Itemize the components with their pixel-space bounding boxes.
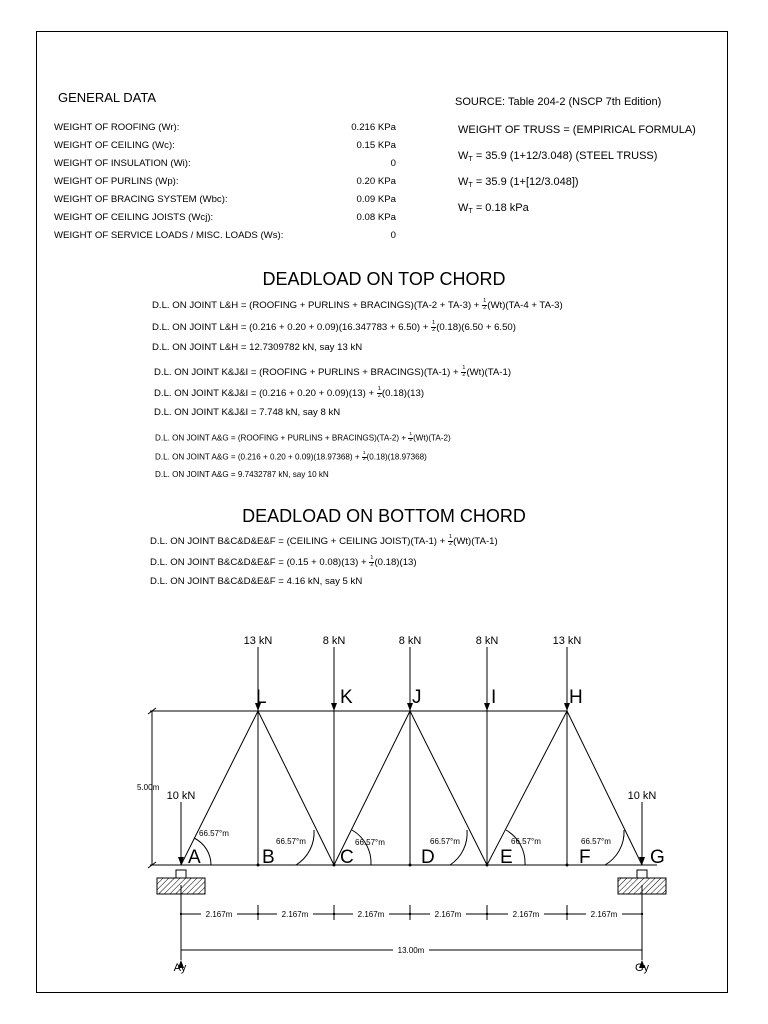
angle-label: 66.57°m bbox=[276, 837, 306, 846]
eq-text: (0.18)(13) bbox=[374, 556, 417, 568]
frac-den: 2 bbox=[432, 326, 436, 333]
frac-num: 1 bbox=[448, 534, 453, 540]
equation-line: D.L. ON JOINT K&J&I = 7.748 kN, say 8 kN bbox=[154, 407, 341, 418]
angle-label: 66.57°m bbox=[430, 837, 460, 846]
truss-symbol-sub: T bbox=[468, 181, 473, 189]
reaction-label: Gy bbox=[634, 962, 650, 974]
load-label: 8 kN bbox=[475, 635, 499, 647]
load-label: 8 kN bbox=[398, 635, 422, 647]
angle-label: 66.57°m bbox=[581, 837, 611, 846]
eq-text: D.L. ON JOINT A&G = (ROOFING + PURLINS + BRACINGS)(TA-2) + bbox=[155, 433, 409, 443]
truss-symbol: W bbox=[458, 202, 469, 214]
eq-text: (0.18)(18.97368) bbox=[366, 452, 427, 462]
truss-symbol-sub: T bbox=[468, 155, 473, 163]
eq-text: D.L. ON JOINT B&C&D&E&F = (0.15 + 0.08)(13) + bbox=[150, 556, 370, 568]
equation-line: D.L. ON JOINT B&C&D&E&F = 4.16 kN, say 5 kN bbox=[150, 576, 363, 587]
top-chord-heading: DEADLOAD ON TOP CHORD bbox=[262, 269, 506, 289]
row-value: 0 bbox=[390, 230, 396, 241]
load-label: 13 kN bbox=[243, 635, 273, 647]
truss-formula-text: = 35.9 (1+[12/3.048]) bbox=[472, 176, 579, 188]
panel-length: 2.167m bbox=[281, 910, 309, 919]
eq-text: (Wt)(TA-1) bbox=[453, 535, 498, 547]
joint-label: L bbox=[256, 687, 267, 708]
angle-label: 66.57°m bbox=[199, 829, 229, 838]
joint-label: E bbox=[500, 847, 513, 868]
eq-text: D.L. ON JOINT K&J&I = (0.216 + 0.20 + 0.09)(13) + bbox=[154, 387, 377, 399]
truss-symbol: W bbox=[458, 176, 469, 188]
joint-label: F bbox=[579, 847, 591, 868]
row-label: WEIGHT OF BRACING SYSTEM (Wbc): bbox=[54, 194, 228, 205]
panel-length: 2.167m bbox=[512, 910, 540, 919]
frac-num: 1 bbox=[432, 320, 436, 326]
row-label: WEIGHT OF PURLINS (Wp): bbox=[54, 176, 179, 187]
truss-symbol-sub: T bbox=[468, 207, 473, 215]
eq-text: (Wt)(TA-4 + TA-3) bbox=[487, 299, 563, 311]
eq-text: D.L. ON JOINT L&H = (ROOFING + PURLINS + BRACINGS)(TA-2 + TA-3) + bbox=[152, 299, 483, 311]
eq-text: D.L. ON JOINT A&G = (0.216 + 0.20 + 0.09)(18.97368) + bbox=[155, 452, 362, 462]
load-arrow bbox=[484, 703, 490, 711]
joint-label: I bbox=[491, 687, 497, 708]
frac-den: 2 bbox=[483, 304, 487, 311]
joint-label: J bbox=[412, 687, 422, 708]
joint-label: B bbox=[262, 847, 275, 868]
row-value: 0.216 KPa bbox=[351, 122, 396, 133]
panel-length: 2.167m bbox=[357, 910, 385, 919]
frac-den: 2 bbox=[370, 561, 374, 568]
joint-label: A bbox=[188, 847, 201, 868]
row-label: WEIGHT OF CEILING JOISTS (Wcj): bbox=[54, 212, 214, 223]
row-value: 0.09 KPa bbox=[356, 194, 396, 205]
eq-text: (0.18)(6.50 + 6.50) bbox=[436, 321, 516, 333]
frac-num: 1 bbox=[462, 365, 466, 371]
frac-num: 1 bbox=[409, 432, 413, 437]
height-label: 5.00m bbox=[137, 783, 160, 792]
eq-text: D.L. ON JOINT B&C&D&E&F = (CEILING + CEILING JOIST)(TA-1) + bbox=[150, 535, 448, 547]
frac-den: 2 bbox=[448, 540, 453, 547]
panel-length: 2.167m bbox=[205, 910, 233, 919]
load-label: 13 kN bbox=[552, 635, 582, 647]
eq-text: D.L. ON JOINT K&J&I = (ROOFING + PURLINS + BRACINGS)(TA-1) + bbox=[154, 366, 462, 378]
general-data-title: GENERAL DATA bbox=[58, 90, 157, 105]
joint-label: K bbox=[340, 687, 353, 708]
row-value: 0 bbox=[390, 158, 396, 169]
load-label: 8 kN bbox=[322, 635, 346, 647]
frac-den: 2 bbox=[409, 437, 413, 443]
frac-den: 2 bbox=[377, 392, 381, 399]
panel-length: 2.167m bbox=[590, 910, 618, 919]
load-label: 10 kN bbox=[627, 790, 657, 802]
eq-text: (0.18)(13) bbox=[381, 387, 425, 399]
row-value: 0.15 KPa bbox=[356, 140, 396, 151]
eq-text: (Wt)(TA-2) bbox=[413, 433, 451, 443]
frac-num: 1 bbox=[370, 555, 374, 561]
frac-num: 1 bbox=[362, 451, 366, 456]
angle-label: 66.57°m bbox=[355, 838, 385, 847]
row-label: WEIGHT OF CEILING (Wc): bbox=[54, 140, 175, 151]
support-g bbox=[618, 878, 666, 894]
frac-den: 2 bbox=[362, 456, 366, 462]
equation-line: D.L. ON JOINT L&H = 12.7309782 kN, say 13 kN bbox=[152, 342, 363, 353]
row-label: WEIGHT OF ROOFING (Wr): bbox=[54, 122, 180, 133]
joint-label: C bbox=[340, 847, 354, 868]
joint-label: G bbox=[650, 847, 665, 868]
row-label: WEIGHT OF SERVICE LOADS / MISC. LOADS (Ws): bbox=[54, 230, 284, 241]
total-length: 13.00m bbox=[397, 946, 425, 955]
bearing-plate bbox=[637, 870, 647, 878]
reaction-label: Ay bbox=[173, 962, 187, 974]
angle-arc bbox=[450, 830, 467, 865]
angle-arc bbox=[296, 830, 314, 865]
row-label: WEIGHT OF INSULATION (Wi): bbox=[54, 158, 191, 169]
load-arrow bbox=[331, 703, 337, 711]
truss-weight-title: WEIGHT OF TRUSS = (EMPIRICAL FORMULA) bbox=[458, 124, 696, 136]
angle-arc bbox=[352, 830, 371, 865]
row-value: 0.20 KPa bbox=[356, 176, 396, 187]
support-a bbox=[157, 878, 205, 894]
frac-num: 1 bbox=[377, 386, 381, 392]
angle-label: 66.57°m bbox=[511, 837, 541, 846]
angle-arc bbox=[605, 830, 624, 865]
member-al bbox=[181, 711, 258, 865]
frac-den: 2 bbox=[462, 371, 466, 378]
row-value: 0.08 KPa bbox=[356, 212, 396, 223]
panel-length: 2.167m bbox=[434, 910, 462, 919]
eq-text: D.L. ON JOINT L&H = (0.216 + 0.20 + 0.09)(16.347783 + 6.50) + bbox=[152, 321, 432, 333]
load-label: 10 kN bbox=[166, 790, 196, 802]
bearing-plate bbox=[176, 870, 186, 878]
bottom-chord-heading: DEADLOAD ON BOTTOM CHORD bbox=[242, 506, 526, 526]
frac-num: 1 bbox=[483, 298, 487, 304]
equation-line: D.L. ON JOINT A&G = 9.7432787 kN, say 10 kN bbox=[155, 470, 329, 479]
truss-symbol: W bbox=[458, 150, 469, 162]
truss-formula-text: = 35.9 (1+12/3.048) (STEEL TRUSS) bbox=[472, 150, 658, 162]
source-note: SOURCE: Table 204-2 (NSCP 7th Edition) bbox=[455, 96, 662, 108]
eq-text: (Wt)(TA-1) bbox=[466, 366, 512, 378]
joint-label: H bbox=[569, 687, 583, 708]
truss-formula-text: = 0.18 kPa bbox=[472, 202, 529, 214]
joint-label: D bbox=[421, 847, 435, 868]
